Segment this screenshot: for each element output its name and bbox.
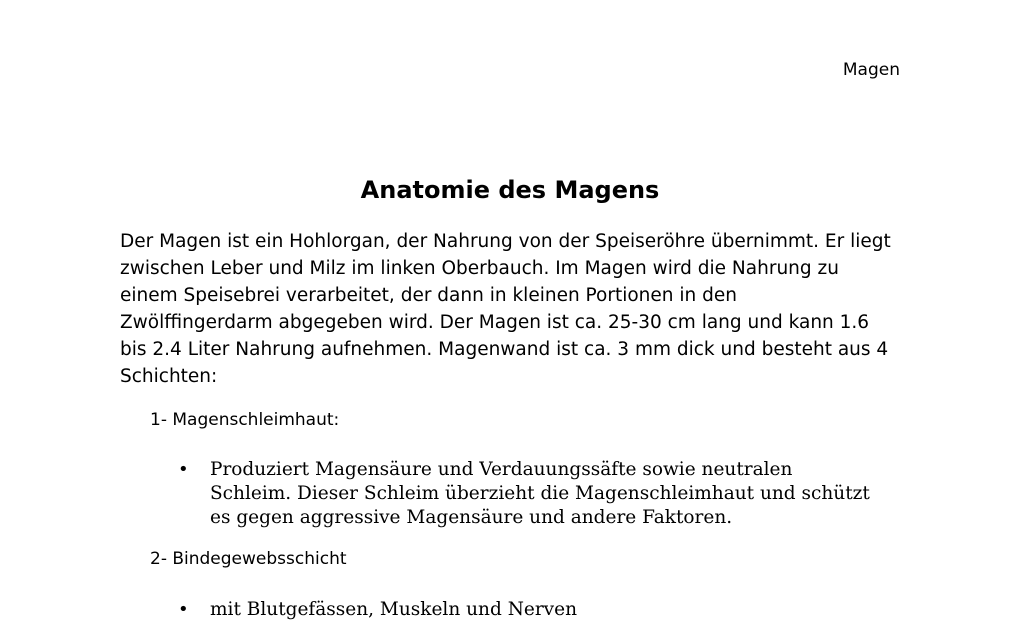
bullet-list-bindegewebsschicht (178, 598, 870, 622)
intro-paragraph: Der Magen ist ein Hohlorgan, der Nahrung von der Speiseröhre übernimmt. Er liegt zwischen Leber und Milz im linken Oberbauch. Im Magen wird die Nahrung zu einem Speisebrei verarbeitet, der dann in kleinen Portionen in den Zwölffingerdarm abgegeben wird. Der Magen ist ca. 25-30 cm lang und kann 1.6 bis 2.4 Liter Nahrung aufnehmen. Magenwand ist ca. 3 mm dick und besteht aus 4 Schichten: (120, 231, 891, 387)
bullet-list-magenschleimhaut (178, 458, 870, 530)
list-item (178, 458, 870, 530)
running-header: Magen (842, 60, 900, 80)
bullet-icon: • (178, 599, 189, 620)
list-item-text: mit Blutgefässen, Muskeln und Nerven (210, 599, 577, 620)
list-item-text: Produziert Magensäure und Verdauungssäfte sowie neutralen Schleim. Dieser Schleim überzieht die Magenschleimhaut und schützt es gegen aggressive Magensäure und andere Faktoren. (210, 459, 870, 528)
document-title: Anatomie des Magens (360, 176, 660, 204)
section-heading-magenschleimhaut: 1- Magenschleimhaut: (150, 410, 340, 430)
bullet-icon: • (178, 459, 189, 480)
list-item (178, 598, 870, 622)
section-heading-bindegewebsschicht: 2- Bindegewebsschicht (150, 549, 347, 569)
